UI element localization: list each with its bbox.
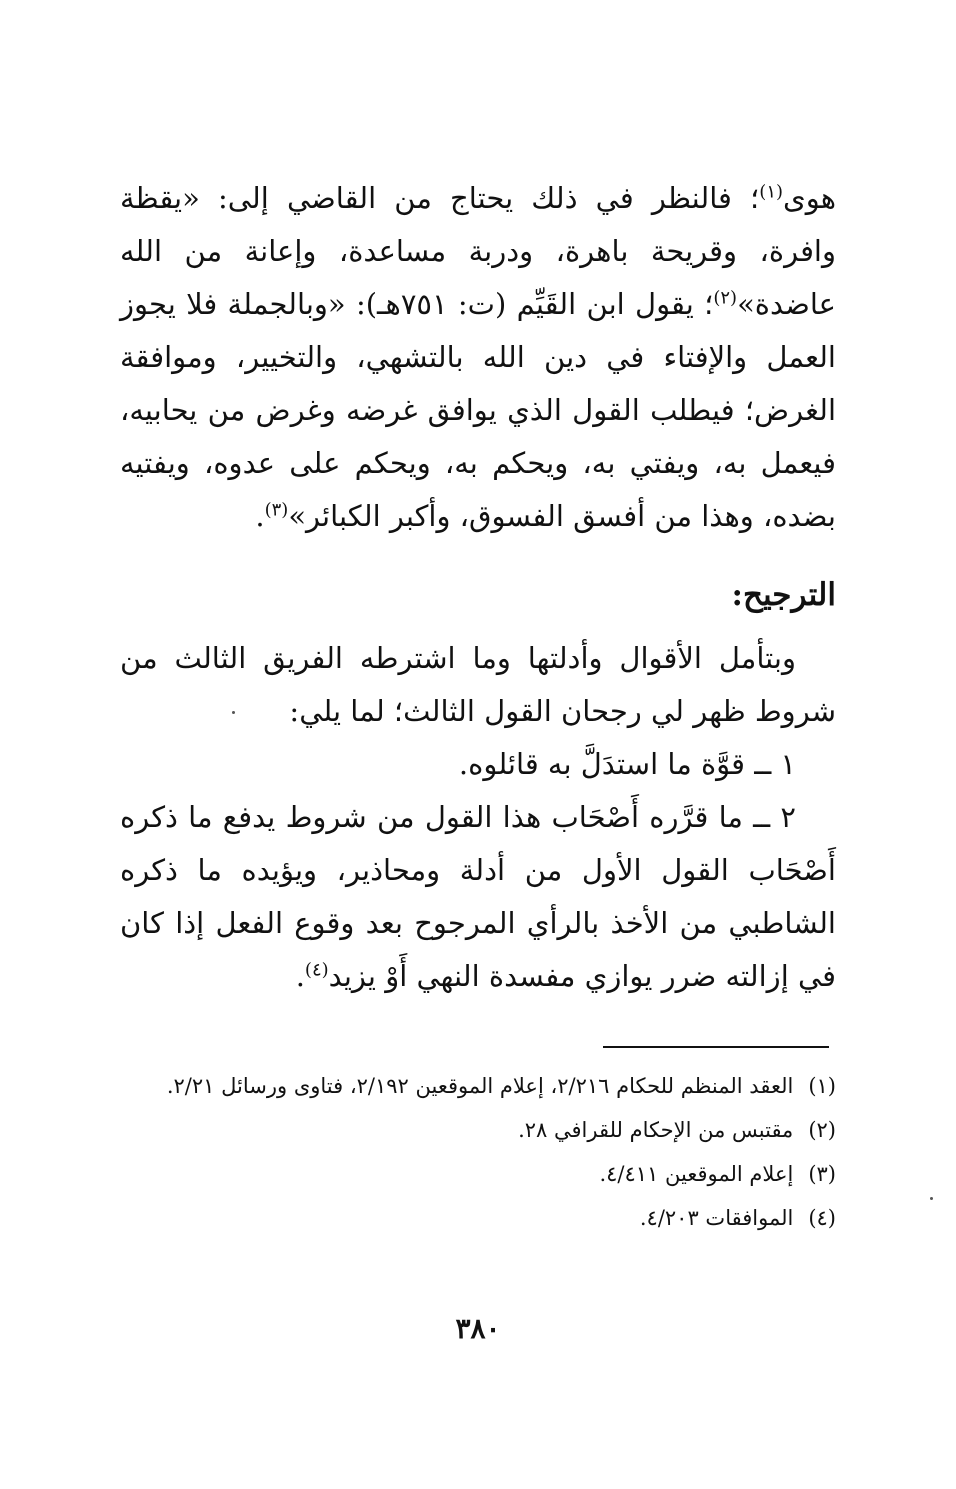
list-item-2-end: . bbox=[295, 959, 305, 993]
section-heading: الترجيح: bbox=[731, 577, 836, 613]
list-item-1: ١ ــ قوَّة ما استدَلَّ به قائلوه. bbox=[458, 747, 796, 781]
scan-speck bbox=[232, 711, 235, 714]
footnote-4-text: الموافقات ٤/٢٠٣. bbox=[639, 1206, 794, 1230]
paragraph-1-text-a: هوى bbox=[783, 181, 836, 215]
main-text bbox=[120, 172, 836, 1003]
footnote-1 bbox=[120, 1064, 836, 1108]
footnote-4 bbox=[120, 1196, 836, 1240]
footnote-2 bbox=[120, 1108, 836, 1152]
paragraph-1-text-b: ؛ فالنظر في ذلك يحتاج من القاضي إلى: «يقظة وافرة، وقريحة باهرة، ودربة مساعدة، وإعانة من الله عاضدة» bbox=[120, 181, 836, 321]
footnote-2-number: (٢) bbox=[808, 1118, 836, 1142]
scan-speck bbox=[930, 1197, 933, 1200]
footnote-1-text: العقد المنظم للحكام ٢/٢١٦، إعلام الموقعين ٢/١٩٢، فتاوى ورسائل ٢/٢١. bbox=[166, 1074, 794, 1098]
footnote-4-number: (٤) bbox=[808, 1206, 836, 1230]
footnote-3-number: (٣) bbox=[808, 1162, 836, 1186]
footnote-ref-2: (٢) bbox=[713, 287, 738, 309]
footnotes bbox=[120, 1064, 836, 1240]
footnote-ref-4: (٤) bbox=[304, 959, 329, 981]
footnote-3 bbox=[120, 1152, 836, 1196]
list-item-2-text: ٢ ــ ما قرَّره أَصْحَاب هذا القول من شروط يدفع ما ذكره أَصْحَاب القول الأول من أدلة ومحاذير، ويؤيده ما ذكره الشاطبي من الأخذ بالرأي المرجوح بعد وقوع الفعل إذا كان في إزالته ضرر يوازي مفسدة النهي أَوْ يزيد bbox=[120, 800, 836, 993]
list-item-2 bbox=[120, 791, 836, 1003]
footnote-3-text: إعلام الموقعين ٤/٤١١. bbox=[599, 1162, 794, 1186]
paragraph-1-text-d: . bbox=[255, 499, 265, 533]
paragraph-2: وبتأمل الأقوال وأدلتها وما اشترطه الفريق الثالث من شروط ظهر لي رجحان القول الثالث؛ لما يلي: bbox=[120, 641, 836, 728]
footnote-2-text: مقتبس من الإحكام للقرافي ٢٨. bbox=[518, 1118, 794, 1142]
paragraph-1-text-c: ؛ يقول ابن القَيِّم (ت: ٧٥١هـ): «وبالجملة فلا يجوز العمل والإفتاء في دين الله بالتشهي، والتخيير، وموافقة الغرض؛ فيطلب القول الذي يوافق غرضه وغرض من يحابيه، فيعمل به، ويفتي به، ويحكم به، ويحكم على عدوه، ويفتيه بضده، وهذا من أفسق الفسوق، وأكبر الكبائر» bbox=[120, 287, 837, 533]
footnote-ref-3: (٣) bbox=[264, 499, 289, 521]
footnote-1-number: (١) bbox=[808, 1074, 836, 1098]
footnote-divider bbox=[603, 1046, 829, 1048]
page-number: ٣٨٠ bbox=[455, 1312, 501, 1345]
paragraph-1 bbox=[120, 172, 836, 543]
footnote-ref-1: (١) bbox=[759, 181, 784, 203]
